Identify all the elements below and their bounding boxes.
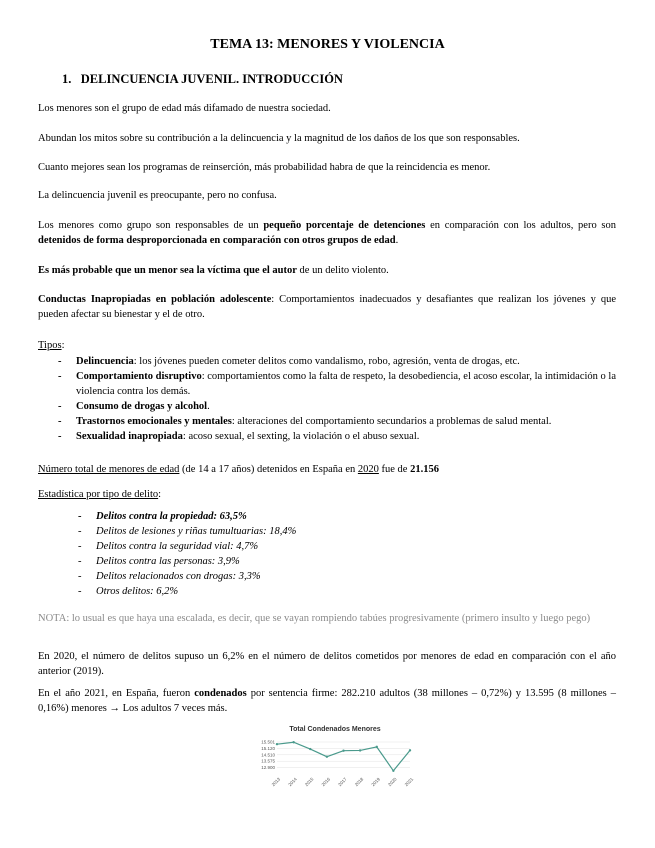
paragraph-2021 [38,686,616,716]
stats-label [38,487,616,502]
p2021-bold-b: condenados [194,688,247,699]
data-point [326,756,328,758]
list-item: - Delitos de lesiones y riñas tumultuarias: 18,4% [78,524,478,539]
p2021-text-a: En el año 2021, en España, fueron [38,688,195,699]
stats-list [78,509,478,599]
line-chart [255,722,415,797]
p6-bold-a: Es más probable que un menor sea la víctima que el autor [38,265,297,276]
total-detenidos [38,462,616,477]
section-number: 1. [62,72,72,86]
tipo-desc: : alteraciones del comportamiento secundarios a problemas de salud mental. [231,416,552,427]
data-point [292,741,294,743]
tipo-desc: : comportamientos como la falta de respeto, la desobediencia, el acoso escolar, la intimidación o la violencia contra los demás. [76,371,616,397]
stats-colon: : [158,489,162,500]
paragraph-6 [38,263,616,278]
p5-text-c: en comparación con los adultos, pero son [425,220,616,231]
total-pre-value: fue de [378,464,411,475]
list-item: - Delitos relacionados con drogas: 3,3% [78,569,478,584]
list-item [58,369,616,399]
list-item: - Delitos contra la seguridad vial: 4,7% [78,539,478,554]
list-item [58,354,616,369]
note-paragraph: NOTA: lo usual es que haya una escalada, es decir, que se vayan rompiendo tabúes progresivamente (primero insulto y luego pego) [38,613,591,624]
p7-text-b: : Comportamientos inadecuados y desafiantes que realizan los jóvenes y que pueden afectar su bienestar y el de otro. [38,294,616,320]
tipos-label-text: Tipos [38,340,62,351]
data-point [276,743,278,745]
p5-text-a: Los menores como grupo son responsables de un [38,220,264,231]
section-heading [62,71,343,87]
arrow-right-icon: → [109,703,120,714]
y-tick-label: 15.501 [261,739,275,745]
y-tick-label: 14.510 [261,752,275,758]
data-point [376,746,378,748]
chart-title: Total Condenados Menores [289,726,381,733]
x-tick-label: 2020 [387,776,398,788]
x-tick-label: 2021 [403,776,415,788]
list-item [58,399,616,414]
section-title: DELINCUENCIA JUVENIL. INTRODUCCIÓN [80,72,343,86]
data-point [409,749,411,751]
x-tick-label: 2016 [320,776,332,788]
paragraph-7 [38,292,616,322]
p6-text-b: de un delito violento. [296,265,389,276]
tipos-label [38,338,616,353]
tipo-desc: . [207,401,210,412]
x-tick-label: 2018 [353,776,365,788]
x-tick-label: 2019 [370,776,381,788]
page-title: TEMA 13: MENORES Y VIOLENCIA [210,37,445,52]
y-tick-label: 15.120 [261,745,275,751]
paragraph-3: Cuanto mejores sean los programas de reinserción, más probabilidad habra de que la reincidencia es menor. [38,162,491,173]
paragraph-5 [38,218,616,248]
x-tick-label: 2017 [337,776,348,788]
data-point [392,770,394,772]
x-tick-label: 2013 [270,776,282,788]
tipo-term: Sexualidad inapropiada [76,431,183,442]
y-tick-label: 13.575 [261,758,275,764]
y-tick-label: 12.900 [261,765,275,771]
paragraph-2: Abundan los mitos sobre su contribución a la delincuencia y la magnitud de los daños de los que son responsables. [38,133,520,144]
p5-bold-b: pequeño porcentaje de detenciones [263,220,426,231]
p2021-text-d: Los adultos 7 veces más. [119,703,228,714]
tipo-term: Consumo de drogas y alcohol [76,401,208,412]
total-middle: (de 14 a 17 años) detenidos en España en [179,464,358,475]
tipo-term: Comportamiento disruptivo [76,371,202,382]
p7-bold-a: Conductas Inapropiadas en población adolescente [38,294,272,305]
list-item: - Delitos contra la propiedad: 63,5% [78,509,478,524]
total-label: Número total de menores de edad [38,464,180,475]
data-point [359,749,361,751]
list-item [58,414,616,429]
x-tick-label: 2014 [287,776,298,788]
data-point [309,748,311,750]
list-item: - Delitos contra las personas: 3,9% [78,554,478,569]
paragraph-2020: En 2020, el número de delitos supuso un 6,2% en el número de delitos cometidos por menores de edad en comparación con el año anterior (2019). [38,651,616,677]
tipo-desc: : los jóvenes pueden cometer delitos como vandalismo, robo, agresión, venta de drogas, etc. [133,356,520,367]
list-item: - Otros delitos: 6,2% [78,584,478,599]
tipo-term: Delincuencia [76,356,134,367]
paragraph-1: Los menores son el grupo de edad más difamado de nuestra sociedad. [38,103,331,114]
total-year: 2020 [357,464,379,475]
data-point [342,750,344,752]
chart-grid [277,742,410,768]
p5-text-e: . [395,235,399,246]
chart-x-ticks [271,776,415,787]
paragraph-4: La delincuencia juvenil es preocupante, pero no confusa. [38,190,277,201]
stats-label-text: Estadística por tipo de delito [38,489,159,500]
p2021-text-c: por sentencia firme: 282.210 adultos (38 millones – 0,72%) y 13.595 (8 millones – 0,16%) menores [38,688,616,714]
chart-y-ticks [261,740,275,771]
list-item [58,429,616,444]
x-tick-label: 2015 [303,776,315,788]
tipo-desc: : acoso sexual, el sexting, la violación o el abuso sexual. [182,431,420,442]
tipo-term: Trastornos emocionales y mentales [76,416,232,427]
tipos-list [58,354,616,444]
tipos-colon: : [61,340,65,351]
series-line [277,742,410,771]
total-value: 21.156 [410,464,439,475]
p5-bold-d: detenidos de forma desproporcionada en comparación con otros grupos de edad [38,235,396,246]
